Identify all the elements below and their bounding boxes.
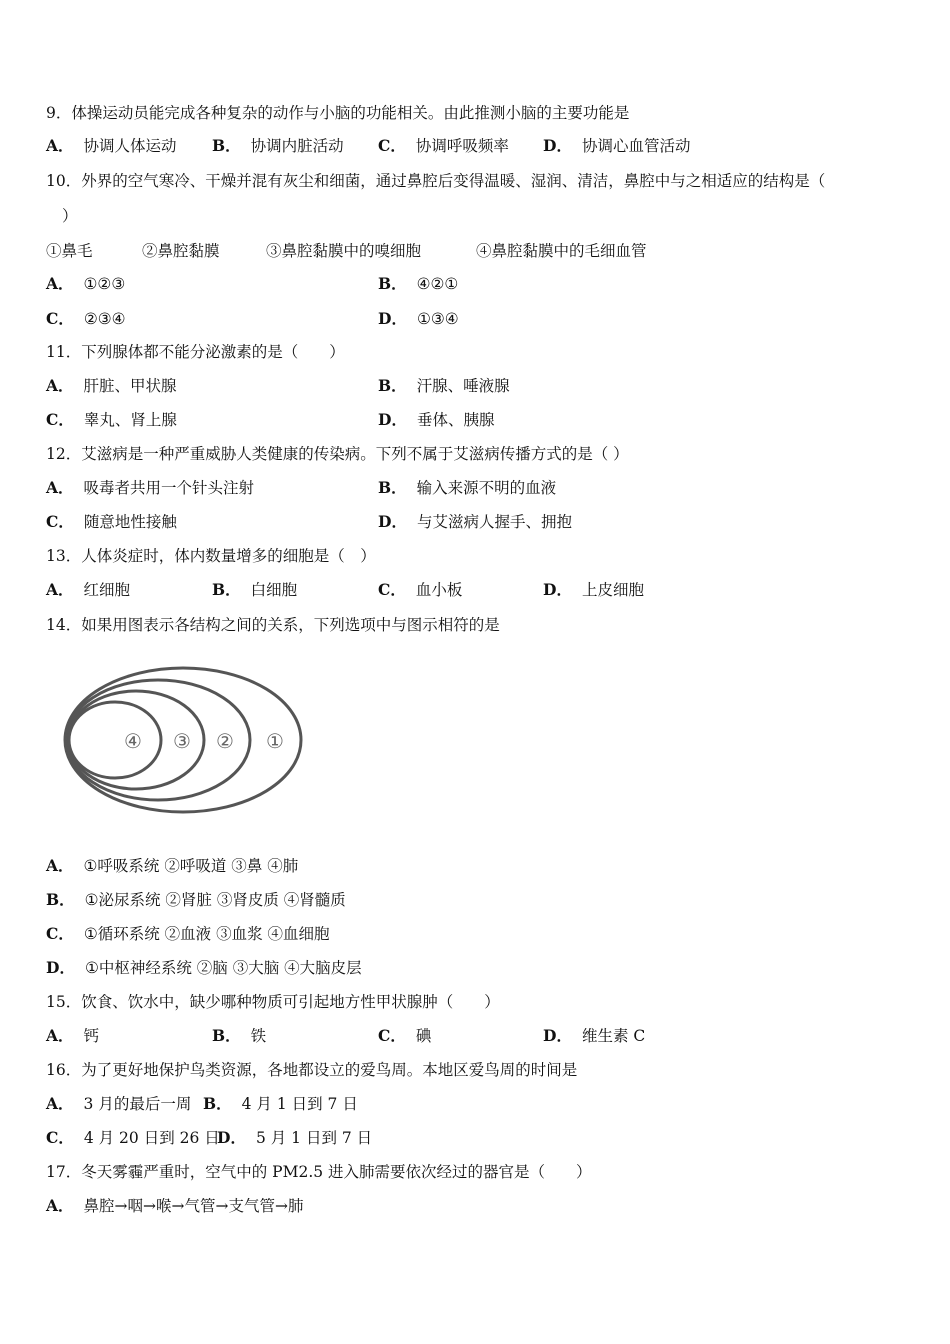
q13-option-c [378, 580, 462, 600]
diagram-label-3: ③ [173, 729, 191, 753]
q14-option-b [46, 890, 346, 910]
option-text: ①循环系统 ②血液 ③血浆 ④血细胞 [83, 925, 330, 943]
q10-stem-line2: ） [62, 207, 78, 225]
q11-option-c [46, 410, 177, 430]
option-text: 铁 [250, 1027, 267, 1045]
option-text: 肝脏、甲状腺 [83, 377, 177, 395]
q14-option-d [46, 958, 362, 978]
option-label: B． [378, 478, 407, 497]
diagram-label-4: ④ [124, 729, 142, 753]
option-text: 4 月 20 日到 26 日 [83, 1129, 220, 1147]
option-label: C． [378, 580, 406, 599]
q10-item-2: ②鼻腔黏膜 [142, 242, 220, 260]
option-text: 红细胞 [83, 581, 131, 599]
q9-option-b [212, 136, 344, 156]
q11-option-b [378, 376, 510, 396]
option-text: ②③④ [83, 310, 126, 328]
q17-stem: 17．冬天雾霾严重时，空气中的 PM2.5 进入肺需要依次经过的器官是（ ） [46, 1163, 592, 1181]
option-text: 血小板 [415, 581, 463, 599]
q14-option-a [46, 856, 298, 876]
option-label: C． [46, 309, 74, 328]
ellipse-4 [69, 702, 161, 778]
q10-option-b [378, 274, 458, 294]
option-text: 协调内脏活动 [250, 137, 344, 155]
option-text: 吸毒者共用一个针头注射 [83, 479, 255, 497]
q10-item-3: ③鼻腔黏膜中的嗅细胞 [266, 242, 422, 260]
q9-option-c [378, 136, 509, 156]
option-text: 钙 [83, 1027, 100, 1045]
q12-option-c [46, 512, 177, 532]
option-label: C． [46, 924, 74, 943]
option-label: B． [46, 890, 75, 909]
option-text: 输入来源不明的血液 [416, 479, 557, 497]
option-text: 4 月 1 日到 7 日 [241, 1095, 358, 1113]
option-label: D． [46, 958, 75, 977]
diagram-label-2: ② [216, 729, 234, 753]
option-label: D． [543, 580, 572, 599]
q15-option-a [46, 1026, 99, 1046]
option-text: 汗腺、唾液腺 [416, 377, 510, 395]
nested-ellipse-diagram [62, 662, 312, 822]
option-text: 5 月 1 日到 7 日 [255, 1129, 373, 1147]
q13-stem: 13．人体炎症时，体内数量增多的细胞是（ ） [46, 547, 376, 565]
q14-stem: 14．如果用图表示各结构之间的关系，下列选项中与图示相符的是 [46, 616, 500, 634]
q9-stem: 9．体操运动员能完成各种复杂的动作与小脑的功能相关。由此推测小脑的主要功能是 [46, 104, 630, 122]
option-label: A． [46, 478, 74, 497]
option-label: B． [212, 136, 241, 155]
q10-item-1: ①鼻毛 [46, 242, 93, 260]
option-text: ④②① [416, 275, 459, 293]
q11-option-a [46, 376, 177, 396]
q10-option-a [46, 274, 125, 294]
option-label: D． [543, 136, 572, 155]
q15-option-b [212, 1026, 266, 1046]
option-label: D． [378, 309, 407, 328]
option-text: 上皮细胞 [581, 581, 644, 599]
option-label: B． [212, 580, 241, 599]
q13-option-b [212, 580, 297, 600]
option-text: 协调心血管活动 [581, 137, 691, 155]
option-text: 白细胞 [250, 581, 298, 599]
option-label: A． [46, 136, 74, 155]
option-label: D． [543, 1026, 572, 1045]
option-label: B． [378, 274, 407, 293]
option-text: ①③④ [416, 310, 459, 328]
q10-stem-line1: 10．外界的空气寒冷、干燥并混有灰尘和细菌，通过鼻腔后变得温暖、湿润、清洁，鼻腔中与之相适应的结构是（ [46, 172, 826, 190]
q15-option-d [543, 1026, 645, 1046]
option-text: 随意地性接触 [83, 513, 177, 531]
option-label: C． [378, 1026, 406, 1045]
q13-option-d [543, 580, 644, 600]
option-label: C． [46, 410, 74, 429]
option-label: C． [46, 1128, 74, 1147]
q17-option-a [46, 1196, 303, 1216]
option-text: 维生素 C [581, 1027, 646, 1045]
option-text: 碘 [415, 1027, 432, 1045]
q9-option-d [543, 136, 690, 156]
q11-option-d [378, 410, 494, 430]
q16-option-d [217, 1128, 372, 1148]
option-label: D． [217, 1128, 246, 1147]
option-label: A． [46, 1094, 74, 1113]
q12-option-a [46, 478, 254, 498]
option-label: A． [46, 274, 74, 293]
option-label: B． [203, 1094, 232, 1113]
option-label: D． [378, 410, 407, 429]
q16-stem: 16．为了更好地保护鸟类资源，各地都设立的爱鸟周。本地区爱鸟周的时间是 [46, 1061, 578, 1079]
option-text: 鼻腔→咽→喉→气管→支气管→肺 [83, 1197, 304, 1215]
option-label: B． [378, 376, 407, 395]
q10-option-d [378, 309, 459, 329]
q16-option-b [203, 1094, 358, 1114]
q12-option-d [378, 512, 572, 532]
option-label: A． [46, 856, 74, 875]
q10-item-4: ④鼻腔黏膜中的毛细血管 [476, 242, 647, 260]
q13-option-a [46, 580, 130, 600]
option-text: ①泌尿系统 ②肾脏 ③肾皮质 ④肾髓质 [84, 891, 346, 909]
option-text: ①中枢神经系统 ②脑 ③大脑 ④大脑皮层 [84, 959, 362, 977]
option-text: ①呼吸系统 ②呼吸道 ③鼻 ④肺 [83, 857, 299, 875]
option-label: C． [378, 136, 406, 155]
q9-option-a [46, 136, 177, 156]
option-label: A． [46, 1026, 74, 1045]
q15-option-c [378, 1026, 431, 1046]
option-text: ①②③ [83, 275, 126, 293]
q12-option-b [378, 478, 556, 498]
q16-option-c [46, 1128, 220, 1148]
option-label: A． [46, 1196, 74, 1215]
diagram-label-1: ① [266, 729, 284, 753]
option-label: D． [378, 512, 407, 531]
option-text: 协调呼吸频率 [415, 137, 509, 155]
q10-option-c [46, 309, 126, 329]
option-text: 协调人体运动 [83, 137, 177, 155]
q16-option-a [46, 1094, 191, 1114]
option-text: 垂体、胰腺 [416, 411, 495, 429]
q11-stem: 11．下列腺体都不能分泌激素的是（ ） [46, 343, 345, 361]
option-text: 3 月的最后一周 [83, 1095, 192, 1113]
option-text: 与艾滋病人握手、拥抱 [416, 513, 572, 531]
option-text: 睾丸、肾上腺 [83, 411, 177, 429]
q14-option-c [46, 924, 330, 944]
option-label: A． [46, 580, 74, 599]
q12-stem: 12．艾滋病是一种严重威胁人类健康的传染病。下列不属于艾滋病传播方式的是（ ） [46, 445, 629, 463]
option-label: C． [46, 512, 74, 531]
q15-stem: 15．饮食、饮水中，缺少哪种物质可引起地方性甲状腺肿（ ） [46, 993, 500, 1011]
option-label: B． [212, 1026, 241, 1045]
option-label: A． [46, 376, 74, 395]
